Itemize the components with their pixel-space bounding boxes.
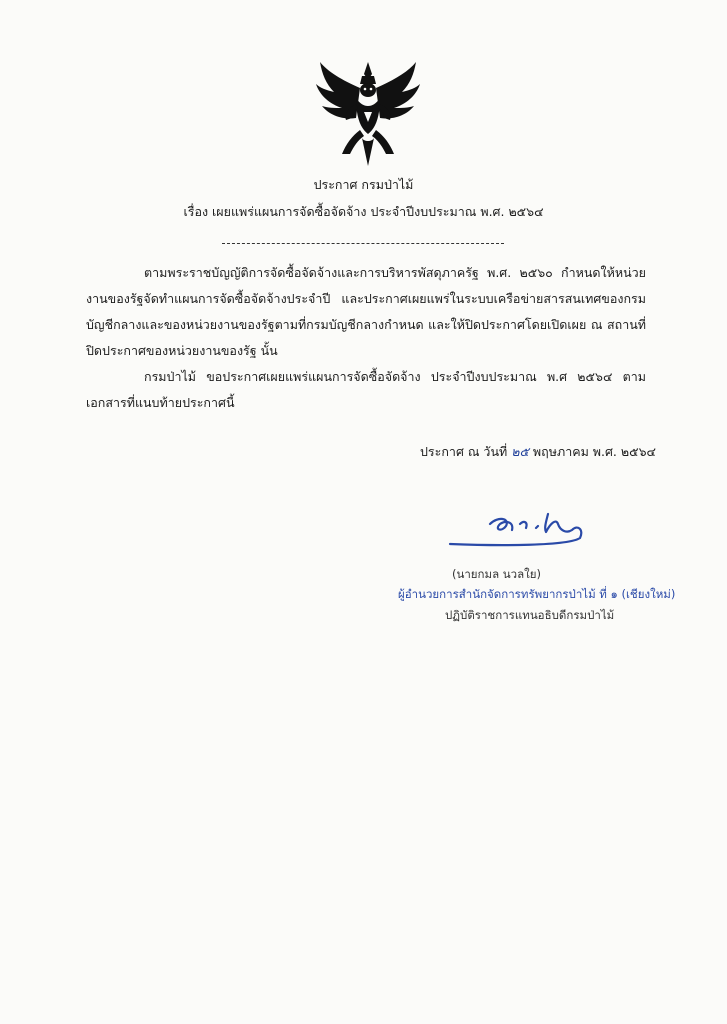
announcement-title: ประกาศ กรมป่าไม้ xyxy=(313,177,414,192)
signer-name: (นายกมล นวลใย) xyxy=(452,567,541,581)
paragraph-2-text: กรมป่าไม้ ขอประกาศเผยแพร่แผนการจัดซื้อจัดจ้าง ประจำปีงบประมาณ พ.ศ ๒๕๖๔ ตามเอกสารที่แนบท้ายประกาศนี้ xyxy=(86,369,646,410)
paragraph-1-text: ตามพระราชบัญญัติการจัดซื้อจัดจ้างและการบริหารพัสดุภาครัฐ พ.ศ. ๒๕๖๐ กำหนดให้หน่วยงานของรัฐจัดทำแผนการจัดซื้อจัดจ้างประจำปี และประกาศเผยแพร่ในระบบเครือข่ายสารสนเทศของกรมบัญชีกลางและของหน่วยงานของรัฐตามที่กรมบัญชีกลางกำหนด และให้ปิดประกาศโดยเปิดเผย ณ สถานที่ปิดประกาศของหน่วยงานของรัฐ นั้น xyxy=(86,265,646,358)
header-divider xyxy=(222,243,504,244)
announcement-subject: เรื่อง เผยแพร่แผนการจัดซื้อจัดจ้าง ประจำปีงบประมาณ พ.ศ. ๒๕๖๔ xyxy=(183,204,544,219)
date-month-year: พฤษภาคม พ.ศ. ๒๕๖๔ xyxy=(532,444,656,459)
handwritten-signature xyxy=(440,500,620,560)
garuda-emblem-icon xyxy=(312,58,424,170)
date-day: ๒๕ xyxy=(511,444,529,459)
signer-position: ผู้อำนวยการสำนักจัดการทรัพยากรป่าไม้ ที่ ๑ (เชียงใหม่) xyxy=(398,587,676,601)
paragraph-announcement xyxy=(86,364,646,416)
paragraph-legal-basis xyxy=(86,260,646,364)
signer-acting-role: ปฏิบัติราชการแทนอธิบดีกรมป่าไม้ xyxy=(445,608,615,622)
announcement-date xyxy=(420,442,656,462)
date-prefix: ประกาศ ณ วันที่ xyxy=(420,444,508,459)
